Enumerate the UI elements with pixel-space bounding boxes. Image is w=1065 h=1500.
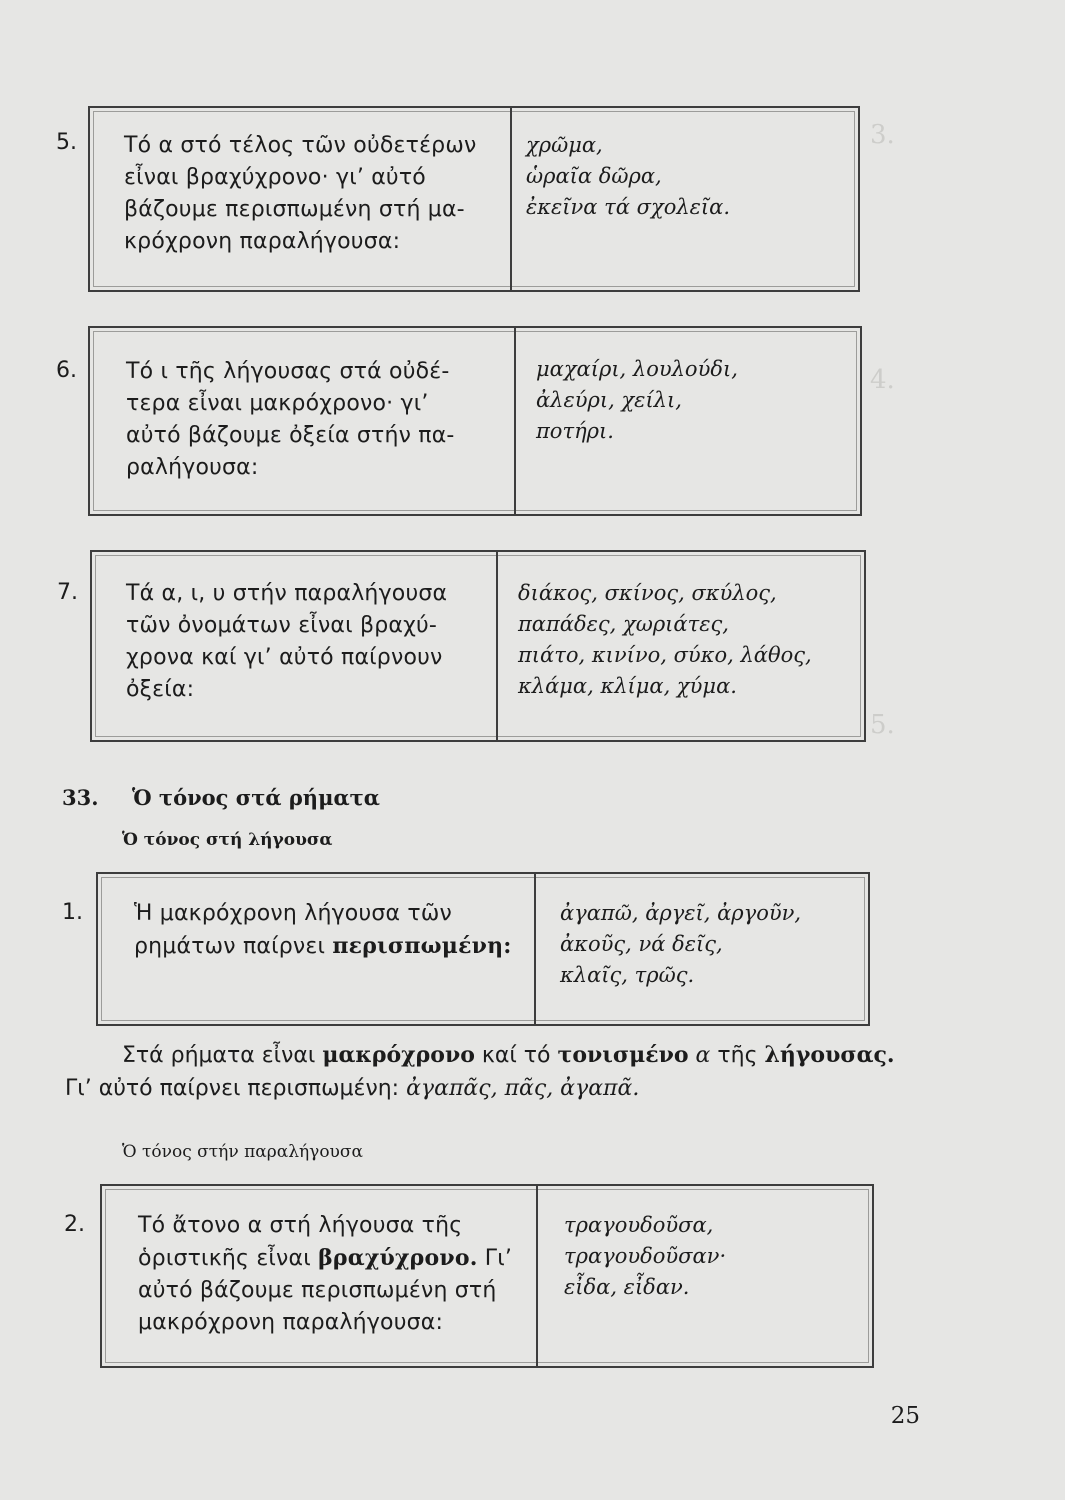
note-text: Γι’ αὐτό παίρνει περισπωμένη: [65,1076,407,1101]
bleed-through-shadow: 5. [870,710,895,740]
example-line: κλαῖς, τρῶς. [560,963,695,987]
rule-text-line: Τό ι τῆς λήγουσας στά οὐδέ- [126,359,450,384]
rule-text-line: Τό ἄτονο α στή λήγουσα τῆς [138,1213,463,1238]
column-divider [496,552,498,740]
example-line: μαχαίρι, λουλούδι, [536,357,738,381]
rule-text-plain: Γι’ [477,1246,513,1271]
example-line: ἀλεύρι, χείλι, [536,388,682,412]
page-number: 25 [890,1403,920,1429]
rule-text-plain: ρημάτων παίρνει [134,934,333,959]
example-line: ἐκεῖνα τά σχολεῖα. [526,195,731,219]
rule-number: 2. [64,1212,85,1237]
note-paragraph-line2 [65,1072,639,1105]
rule-text-line: τῶν ὀνομάτων εἶναι βραχύ- [126,613,438,638]
verb-rule-box-2 [64,1184,874,1368]
rule-text-bold: περισπωμένη: [332,933,512,959]
rule-number: 6. [56,358,77,383]
rule-text-line: Τά α, ι, υ στήν παραλήγουσα [126,581,448,606]
rule-text-bold: βραχύχρονο. [318,1245,478,1271]
subheading-penultimate: Ὁ τόνος στήν παραλήγουσα [122,1142,363,1162]
rule-number: 7. [57,580,78,605]
rule-text-line: ὀξεία: [126,677,195,702]
column-divider [536,1186,538,1366]
rule-text-line: κρόχρονη παραλήγουσα: [124,229,401,254]
rule-text-line: αὐτό βάζουμε ὀξεία στήν πα- [126,423,455,448]
rule-box-7 [57,550,866,742]
column-divider [514,328,516,514]
rule-examples [518,578,812,702]
bleed-through-shadow: 4. [870,365,895,395]
example-line: κλάμα, κλίμα, χύμα. [518,674,737,698]
rule-text-line: βάζουμε περισπωμένη στή μα- [124,197,465,222]
rule-text [126,578,447,706]
rule-text [134,898,512,963]
example-line: ἀγαπῶ, ἀργεῖ, ἀργοῦν, [560,901,802,925]
note-bold: λήγουσας. [764,1042,895,1068]
rule-box-5 [56,106,860,292]
example-line: πιάτο, κινίνο, σύκο, λάθος, [518,643,812,667]
example-line: ποτήρι. [536,419,614,443]
rule-text-line: χρονα καί γι’ αὐτό παίρνουν [126,645,443,670]
rule-text-line: μακρόχρονη παραλήγουσα: [138,1310,444,1335]
rule-text-line: Τό α στό τέλος τῶν οὐδετέρων [124,133,477,158]
rule-examples [564,1210,726,1303]
example-line: παπάδες, χωριάτες, [518,612,729,636]
verb-rule-box-1 [62,872,870,1026]
rule-examples [536,354,738,447]
rule-text-line: αὐτό βάζουμε περισπωμένη στή [138,1278,497,1303]
column-divider [534,874,536,1024]
note-text: καί τό [474,1043,558,1068]
rule-text [138,1210,512,1339]
rule-text-line [138,1242,512,1275]
note-examples: ἀγαπᾶς, πᾶς, ἀγαπᾶ. [406,1076,640,1101]
example-line: τραγουδοῦσα, [564,1213,714,1237]
example-line: ὡραῖα δῶρα, [526,164,662,188]
rule-examples [526,130,730,223]
example-line: ἀκοῦς, νά δεῖς, [560,932,723,956]
rule-number: 5. [56,130,77,155]
rule-text-line [134,930,512,963]
rule-text-line: Ἡ μακρόχρονη λήγουσα τῶν [134,901,452,926]
note-bold: μακρόχρονο [322,1042,475,1068]
note-text: Στά ρήματα εἶναι [122,1043,323,1068]
rule-text-plain: ὁριστικῆς εἶναι [138,1246,319,1271]
rule-text-line: τερα εἶναι μακρόχρονο· γι’ [126,391,429,416]
rule-text [124,130,476,258]
note-italic: α [688,1043,718,1068]
section-title: Ὁ τόνος στά ρήματα [132,785,380,810]
subheading-final-syllable: Ὁ τόνος στή λήγουσα [122,830,333,850]
rule-text-line: ραλήγουσα: [126,455,259,480]
rule-box-6 [56,326,862,516]
section-heading [62,785,380,810]
example-line: χρῶμα, [526,133,603,157]
note-bold: τονισμένο [557,1042,689,1068]
note-paragraph [122,1039,895,1072]
example-line: τραγουδοῦσαν· [564,1244,727,1268]
example-line: εἶδα, εἶδαν. [564,1275,690,1299]
rule-examples [560,898,801,991]
column-divider [510,108,512,290]
example-line: διάκος, σκίνος, σκύλος, [518,581,777,605]
note-text: τῆς [717,1043,765,1068]
rule-text-line: εἶναι βραχύχρονο· γι’ αὐτό [124,165,426,190]
section-number: 33. [62,785,99,810]
bleed-through-shadow: 3. [870,120,895,150]
rule-number: 1. [62,900,83,925]
rule-text [126,356,455,484]
